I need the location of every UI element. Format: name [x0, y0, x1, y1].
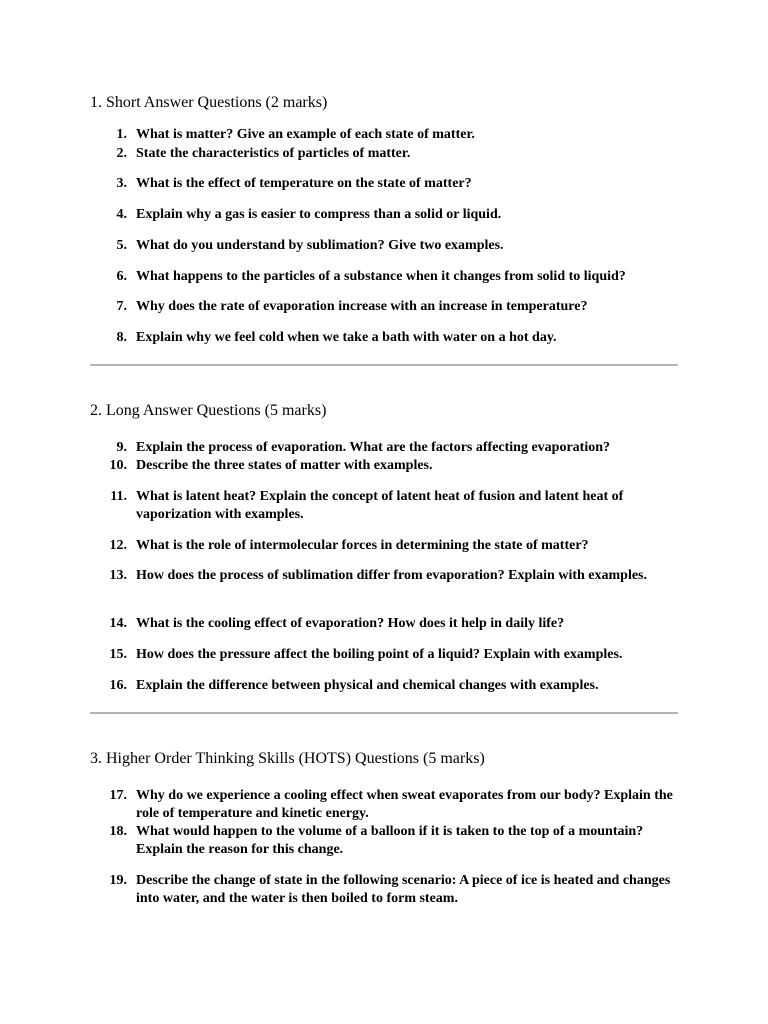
question-text: Explain the process of evaporation. What are the factors affecting evaporation?	[136, 440, 611, 455]
question-text: What do you understand by sublimation? Give two examples.	[136, 238, 504, 253]
question-item	[90, 872, 678, 908]
question-text: Why do we experience a cooling effect when sweat evaporates from our body? Explain the role of temperature and kinetic energy.	[136, 788, 673, 821]
question-text: What is matter? Give an example of each state of matter.	[136, 127, 475, 142]
question-number: 18.	[109, 824, 127, 839]
question-number: 1.	[116, 127, 127, 142]
question-item	[90, 175, 678, 193]
question-item	[90, 237, 678, 255]
question-item	[90, 268, 678, 286]
question-number: 7.	[116, 299, 127, 314]
question-item	[90, 823, 678, 859]
question-item	[90, 457, 678, 475]
question-number: 15.	[109, 647, 127, 662]
question-item	[90, 439, 678, 457]
question-text: Describe the change of state in the following scenario: A piece of ice is heated and changes into water, and the water is then boiled to form steam.	[136, 873, 671, 906]
question-item	[90, 298, 678, 316]
question-item	[90, 329, 678, 347]
question-text: How does the process of sublimation differ from evaporation? Explain with examples.	[136, 568, 648, 583]
question-text: What is the cooling effect of evaporation? How does it help in daily life?	[136, 616, 565, 631]
question-number: 8.	[116, 330, 127, 345]
section-heading: 3. Higher Order Thinking Skills (HOTS) Questions (5 marks)	[90, 750, 485, 767]
question-number: 16.	[109, 678, 127, 693]
question-number: 6.	[116, 269, 127, 284]
section-divider	[90, 364, 678, 366]
question-item	[90, 206, 678, 224]
question-number: 13.	[109, 568, 127, 583]
question-text: What happens to the particles of a substance when it changes from solid to liquid?	[136, 269, 626, 284]
question-number: 10.	[109, 458, 127, 473]
question-item	[90, 787, 678, 823]
question-number: 9.	[116, 440, 127, 455]
question-text: What is the effect of temperature on the state of matter?	[136, 176, 472, 191]
question-number: 3.	[116, 176, 127, 191]
question-item	[90, 677, 678, 695]
question-number: 2.	[116, 146, 127, 161]
question-number: 14.	[109, 616, 127, 631]
question-text: Describe the three states of matter with examples.	[136, 458, 433, 473]
question-text: What is the role of intermolecular forces in determining the state of matter?	[136, 538, 589, 553]
question-text: What is latent heat? Explain the concept of latent heat of fusion and latent heat of vaporization with examples.	[136, 489, 624, 522]
question-item	[90, 126, 678, 144]
question-text: State the characteristics of particles of matter.	[136, 146, 411, 161]
question-text: How does the pressure affect the boiling point of a liquid? Explain with examples.	[136, 647, 623, 662]
question-item	[90, 537, 678, 555]
question-item	[90, 488, 678, 524]
question-number: 4.	[116, 207, 127, 222]
question-number: 5.	[116, 238, 127, 253]
question-item	[90, 615, 678, 633]
question-item	[90, 646, 678, 664]
question-number: 12.	[109, 538, 127, 553]
question-number: 17.	[109, 788, 127, 803]
question-text: Explain why we feel cold when we take a bath with water on a hot day.	[136, 330, 557, 345]
section-long-answer	[90, 401, 678, 421]
section-heading: 2. Long Answer Questions (5 marks)	[90, 402, 327, 419]
question-item	[90, 145, 678, 163]
section-short-answer	[90, 93, 678, 113]
question-number: 19.	[109, 873, 127, 888]
question-text: Why does the rate of evaporation increase with an increase in temperature?	[136, 299, 588, 314]
section-heading: 1. Short Answer Questions (2 marks)	[90, 94, 328, 111]
question-text: Explain the difference between physical and chemical changes with examples.	[136, 678, 599, 693]
section-hots	[90, 749, 678, 769]
section-divider	[90, 712, 678, 714]
question-item	[90, 567, 678, 585]
question-text: What would happen to the volume of a balloon if it is taken to the top of a mountain? Explain the reason for this change.	[136, 824, 644, 857]
question-number: 11.	[110, 489, 127, 504]
question-text: Explain why a gas is easier to compress than a solid or liquid.	[136, 207, 502, 222]
